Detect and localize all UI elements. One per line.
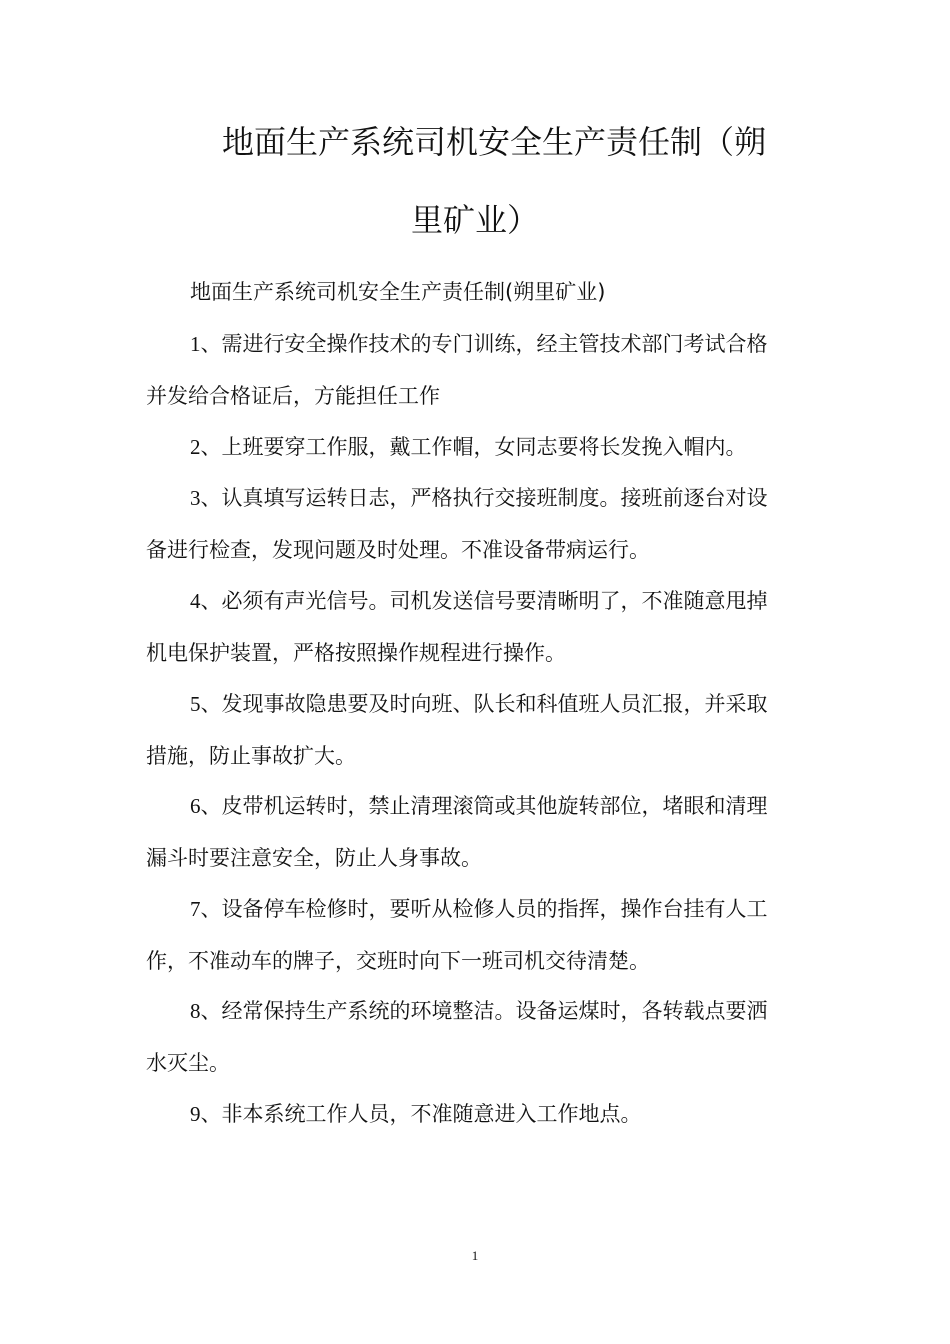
item-6-number: 6 bbox=[190, 794, 201, 818]
item-4-text-cont: 机电保护装置，严格按照操作规程进行操作。 bbox=[146, 641, 566, 665]
item-1-number: 1 bbox=[190, 332, 201, 356]
item-9-paragraph bbox=[146, 1088, 806, 1140]
item-7-paragraph bbox=[146, 883, 806, 987]
item-2-text: 、上班要穿工作服，戴工作帽，女同志要将长发挽入帽内。 bbox=[200, 435, 747, 459]
item-7-text: 、设备停车检修时，要听从检修人员的指挥，操作台挂有人工 bbox=[200, 897, 768, 921]
item-6-paragraph bbox=[146, 780, 806, 884]
item-1-text-cont: 并发给合格证后，方能担任工作 bbox=[146, 384, 440, 408]
item-9-text: 、非本系统工作人员，不准随意进入工作地点。 bbox=[200, 1102, 642, 1126]
item-5-paragraph bbox=[146, 678, 806, 782]
item-8-text: 、经常保持生产系统的环境整洁。设备运煤时，各转载点要洒 bbox=[200, 999, 768, 1023]
item-8-text-cont: 水灭尘。 bbox=[146, 1051, 230, 1075]
item-3-text-cont: 备进行检查，发现问题及时处理。不准设备带病运行。 bbox=[146, 538, 650, 562]
item-5-text-cont: 措施，防止事故扩大。 bbox=[146, 744, 356, 768]
item-6-text-cont: 漏斗时要注意安全，防止人身事故。 bbox=[146, 846, 482, 870]
document-title-line-2: 里矿业） bbox=[410, 201, 539, 239]
item-1-text: 、需进行安全操作技术的专门训练，经主管技术部门考试合格 bbox=[200, 332, 768, 356]
item-6-text: 、皮带机运转时，禁止清理滚筒或其他旋转部位，堵眼和清理 bbox=[200, 794, 768, 818]
item-4-number: 4 bbox=[190, 589, 201, 613]
item-5-number: 5 bbox=[190, 692, 201, 716]
item-8-paragraph bbox=[146, 985, 806, 1089]
item-3-text: 、认真填写运转日志，严格执行交接班制度。接班前逐台对设 bbox=[200, 486, 768, 510]
item-1-paragraph bbox=[146, 318, 806, 422]
item-5-text: 、发现事故隐患要及时向班、队长和科值班人员汇报，并采取 bbox=[200, 692, 768, 716]
item-9-number: 9 bbox=[190, 1102, 201, 1126]
subtitle: 地面生产系统司机安全生产责任制(朔里矿业) bbox=[190, 280, 606, 304]
item-2-paragraph bbox=[146, 421, 806, 473]
subtitle-paragraph bbox=[146, 266, 806, 318]
item-3-number: 3 bbox=[190, 486, 201, 510]
page-number: 1 bbox=[471, 1248, 479, 1263]
item-7-text-cont: 作，不准动车的牌子，交班时向下一班司机交待清楚。 bbox=[146, 949, 650, 973]
item-4-paragraph bbox=[146, 575, 806, 679]
item-8-number: 8 bbox=[190, 999, 201, 1023]
item-4-text: 、必须有声光信号。司机发送信号要清晰明了，不准随意甩掉 bbox=[200, 589, 768, 613]
item-3-paragraph bbox=[146, 472, 806, 576]
item-7-number: 7 bbox=[190, 897, 201, 921]
item-2-number: 2 bbox=[190, 435, 201, 459]
document-title-line-1: 地面生产系统司机安全生产责任制（朔 bbox=[222, 123, 767, 161]
